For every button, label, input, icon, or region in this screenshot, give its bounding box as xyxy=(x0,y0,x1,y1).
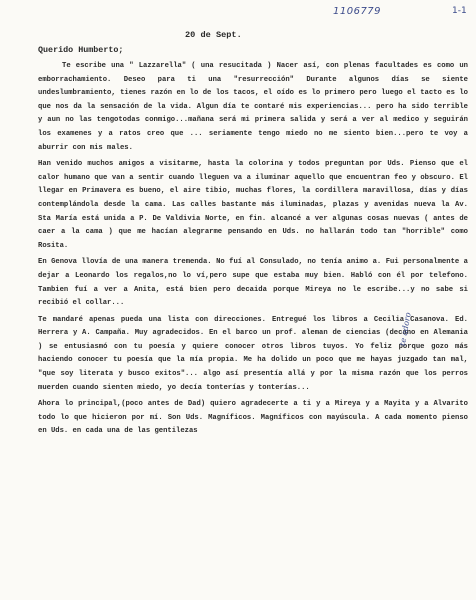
handwritten-right-note: te adoro xyxy=(398,311,413,347)
archive-reference: 1106779 xyxy=(333,6,382,17)
page-marker: 1-1 xyxy=(452,6,467,16)
paragraph: Te escribe una " Lazzarella" ( una resucitada ) Nacer así, con plenas facultades es como un emborrachamiento. Deseo para ti una "resurrección" Durante algunos días se siente undeslumbramiento, tienes razón en lo de los tacos, el oído es lo primero pero luego el tacto es lo que nos da la sensación de la vida. Algun día te contaré mis experiencias... pero ha sido terrible y aun no las tengotodas conmigo...mañana será mi primera salida y será a ver al medico y seguirán los examenes y a ratos creo que ... seriamente tengo miedo no me siento bien...pero te voy a aburrir con mis males. xyxy=(38,62,468,152)
letter-greeting: Querido Humberto; xyxy=(38,45,124,55)
letter-body xyxy=(38,60,468,442)
paragraph: Han venido muchos amigos a visitarme, hasta la colorina y todos preguntan por Uds. Pienso que el calor humano que van a sentir cuando lleguen va a iluminar aquello que encuentran feo y obscuro. El llegar en Primavera es bueno, el aire tibio, muchas flores, la cordillera maravillosa, días y días contemplándola desde la cama. Las calles bastante más iluminadas, plazas y avenidas nueva la Av. Sta María está unida a P. De Valdivia Norte, en fin. alcancé a ver algunas cosas nuevas ( antes de caer a la cama ) que me hacían alegrarme pensando en Uds. no hallarán todo tan "horrible" como Rosita. xyxy=(38,160,468,250)
paragraph: Ahora lo principal,(poco antes de Dad) quiero agradecerte a ti y a Mireya y a Mayita y a Alvarito todo lo que hicieron por mí. Son Uds. Magníficos. Magníficos con mayúscula. A cada momento pienso en Uds. en cada una de las gentilezas xyxy=(38,400,468,436)
letter-date: 20 de Sept. xyxy=(185,30,242,40)
paragraph: Te mandaré apenas pueda una lista con direcciones. Entregué los libros a Cecilia Casanova. Ed. Herrera y A. Campaña. Muy agradecidos. En el barco un prof. aleman de ciencias (decano en Alemania ) se entusiasmó con tu poesía y quiere conocer otros libros tuyos. Yo feliz porque gozo más haciendo conocer tu poesía que la mía propia. Me ha dolido un poco que me hayas juzgado tan mal, "que soy literata y busco exitos"... algo así presentía allá y por la misma razón que los perros muerden cuando sienten miedo, yo decía tonterías y tonterías... xyxy=(38,315,468,392)
paragraph: En Genova llovía de una manera tremenda. No fuí al Consulado, no tenía animo a. Fui personalmente a dejar a Leonardo los regalos,no lo ví,pero supe que estaba muy bien. Habló con él por telefono. Tambien fuí a ver a Anita, está bien pero decaida porque Mireya no le escribe...y no sabe si recibió el collar... xyxy=(38,258,468,308)
